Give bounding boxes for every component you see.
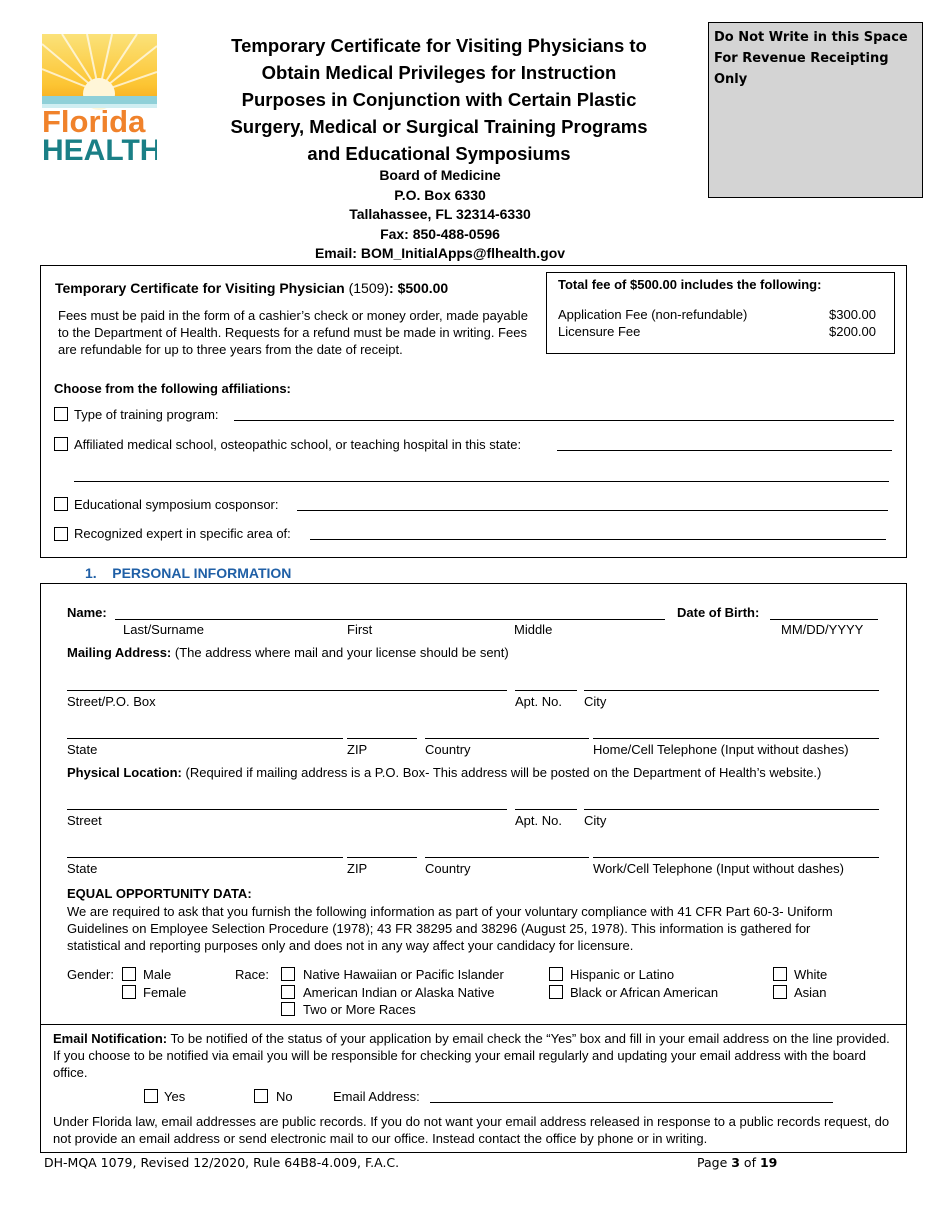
licensure-fee-amount: $200.00 [829, 324, 876, 339]
middle-name-caption: Middle [514, 622, 553, 637]
phys-country-line[interactable] [425, 857, 589, 858]
race-black-checkbox[interactable] [549, 985, 563, 999]
race-label: Race: [235, 967, 269, 982]
mail-state-line[interactable] [67, 738, 343, 739]
phys-phone-caption: Work/Cell Telephone (Input without dashes) [593, 861, 844, 876]
email-notification-label: Email Notification: [53, 1031, 168, 1046]
licensure-fee-label: Licensure Fee [558, 324, 641, 339]
section-1-heading [85, 565, 291, 581]
gender-female-checkbox[interactable] [122, 985, 136, 999]
address-line: Fax: 850-488-0596 [380, 225, 500, 242]
eeo-text: We are required to ask that you furnish the following information as part of your voluntary compliance with 41 CFR Part 60-3- Uniform Guidelines on Employee Selection Procedure (1978); 43 FR 38295 and 38296 (August 25, 1978). This information is gathered for statistical and reporting purposes only and does not in any way affect your candidacy for licensure. [67, 904, 833, 953]
affiliations-heading: Choose from the following affiliations: [54, 381, 291, 396]
application-fee-label: Application Fee (non-refundable) [558, 307, 748, 322]
name-line[interactable] [115, 619, 665, 620]
phys-apt-caption: Apt. No. [515, 813, 562, 828]
phys-phone-line[interactable] [593, 857, 879, 858]
race-black-label: Black or African American [570, 985, 719, 1000]
mailing-label: Mailing Address: [67, 645, 172, 660]
logo-florida-text: Florida [42, 104, 146, 139]
training-program-checkbox[interactable] [54, 407, 68, 421]
name-label: Name: [67, 605, 107, 620]
florida-health-logo [42, 34, 157, 162]
dob-line[interactable] [770, 619, 878, 620]
title-line: Obtain Medical Privileges for Instruction [261, 62, 617, 83]
mail-country-line[interactable] [425, 738, 589, 739]
training-program-label: Type of training program: [74, 407, 219, 422]
mailing-note: (The address where mail and your license should be sent) [174, 645, 509, 660]
mail-city-line[interactable] [584, 690, 879, 691]
race-asian-checkbox[interactable] [773, 985, 787, 999]
address-line: Board of Medicine [379, 167, 501, 183]
email-no-checkbox[interactable] [254, 1089, 268, 1103]
mail-street-line[interactable] [67, 690, 507, 691]
logo-health-text: HEALTH [42, 134, 157, 162]
phys-zip-line[interactable] [347, 857, 417, 858]
race-native-hawaiian-checkbox[interactable] [281, 967, 295, 981]
race-asian-label: Asian [794, 985, 827, 1000]
physical-location-heading [67, 765, 821, 780]
email-notification-body: To be notified of the status of your application by email check the “Yes” box and fill in your email address on the line provided. If you choose to be notified via email you will be responsible for checking your email regularly and updating your email address with the board office. [53, 1031, 890, 1080]
physical-note: (Required if mailing address is a P.O. Box- This address will be posted on the Department of Health’s website.) [185, 765, 822, 780]
recognized-expert-checkbox[interactable] [54, 527, 68, 541]
mail-apt-caption: Apt. No. [515, 694, 562, 709]
mail-city-caption: City [584, 694, 607, 709]
mail-zip-caption: ZIP [347, 742, 368, 757]
affiliated-school-line[interactable] [557, 450, 892, 451]
phys-street-caption: Street [67, 813, 102, 828]
fee-breakdown-title: Total fee of $500.00 includes the following: [558, 277, 822, 292]
public-records-notice: Under Florida law, email addresses are public records. If you do not want your email address released in response to a public records request, do not provide an email address or send electronic mail to our office. Instead contact the office by phone or in writing. [53, 1114, 890, 1146]
mail-phone-caption: Home/Cell Telephone (Input without dashes) [593, 742, 849, 757]
symposium-cosponsor-checkbox[interactable] [54, 497, 68, 511]
affiliated-school-checkbox[interactable] [54, 437, 68, 451]
page-number-footer [697, 1155, 777, 1170]
race-american-indian-checkbox[interactable] [281, 985, 295, 999]
race-hispanic-checkbox[interactable] [549, 967, 563, 981]
fee-heading [55, 280, 448, 296]
email-notification-text [53, 1030, 898, 1081]
title-line: Surgery, Medical or Surgical Training Programs [230, 116, 648, 137]
email-address-line[interactable] [430, 1102, 833, 1103]
symposium-cosponsor-label: Educational symposium cosponsor: [74, 497, 279, 512]
board-address [260, 166, 620, 264]
race-two-or-more-label: Two or More Races [303, 1002, 416, 1017]
form-title [175, 32, 703, 167]
email-no-label: No [276, 1089, 293, 1104]
gender-female-label: Female [143, 985, 187, 1000]
phys-zip-caption: ZIP [347, 861, 368, 876]
fee-instructions: Fees must be paid in the form of a cashier’s check or money order, made payable to the Department of Health. Requests for a refund must be made in writing. Fees are refundable for up to three years from the date of receipt. [58, 308, 528, 357]
eeo-heading: EQUAL OPPORTUNITY DATA: [67, 886, 252, 901]
mail-country-caption: Country [425, 742, 471, 757]
gender-male-checkbox[interactable] [122, 967, 136, 981]
fee-heading-text: Temporary Certificate for Visiting Physician [55, 280, 345, 296]
page-total: 19 [759, 1155, 778, 1170]
page-prefix: Page [697, 1155, 732, 1170]
phys-street-line[interactable] [67, 809, 507, 810]
training-program-line[interactable] [234, 420, 894, 421]
stamp-line: For Revenue Receipting Only [714, 51, 889, 87]
first-name-caption: First [347, 622, 373, 637]
mailing-address-heading [67, 645, 509, 660]
stamp-line: Do Not Write in this Space [714, 30, 908, 45]
dob-format-caption: MM/DD/YYYY [781, 622, 864, 637]
phys-state-line[interactable] [67, 857, 343, 858]
email-yes-label: Yes [164, 1089, 186, 1104]
application-fee-amount: $300.00 [829, 307, 876, 322]
affiliated-school-label: Affiliated medical school, osteopathic school, or teaching hospital in this state: [74, 437, 522, 452]
page-of: of [739, 1155, 760, 1170]
phys-country-caption: Country [425, 861, 471, 876]
last-name-caption: Last/Surname [123, 622, 204, 637]
phys-city-line[interactable] [584, 809, 879, 810]
race-hispanic-label: Hispanic or Latino [570, 967, 675, 982]
fee-code: (1509) [348, 280, 390, 296]
fee-amount: : $500.00 [389, 280, 449, 296]
recognized-expert-line[interactable] [310, 539, 886, 540]
address-line: Tallahassee, FL 32314-6330 [349, 206, 531, 222]
address-line: Email: BOM_InitialApps@flhealth.gov [314, 245, 566, 261]
phys-city-caption: City [584, 813, 607, 828]
race-american-indian-label: American Indian or Alaska Native [303, 985, 495, 1000]
race-two-or-more-checkbox[interactable] [281, 1002, 295, 1016]
title-line: Purposes in Conjunction with Certain Plastic [241, 89, 637, 110]
revenue-receipting-box [708, 22, 923, 198]
mail-phone-line[interactable] [593, 738, 879, 739]
email-address-label: Email Address: [333, 1089, 420, 1104]
mail-street-caption: Street/P.O. Box [67, 694, 156, 709]
phys-state-caption: State [67, 861, 98, 876]
address-line: P.O. Box 6330 [394, 186, 486, 203]
title-line: Temporary Certificate for Visiting Physicians to [231, 35, 647, 56]
page-num: 3 [731, 1155, 740, 1170]
symposium-cosponsor-line[interactable] [297, 510, 888, 511]
mail-zip-line[interactable] [347, 738, 417, 739]
email-yes-checkbox[interactable] [144, 1089, 158, 1103]
race-white-label: White [794, 967, 828, 982]
phys-apt-line[interactable] [515, 809, 577, 810]
race-white-checkbox[interactable] [773, 967, 787, 981]
physical-label: Physical Location: [67, 765, 182, 780]
mail-apt-line[interactable] [515, 690, 577, 691]
mail-state-caption: State [67, 742, 98, 757]
recognized-expert-label: Recognized expert in specific area of: [74, 526, 291, 541]
affiliated-school-line-2[interactable] [74, 481, 889, 482]
section-number: 1. [85, 565, 97, 581]
title-line: and Educational Symposiums [307, 143, 571, 164]
race-native-hawaiian-label: Native Hawaiian or Pacific Islander [303, 967, 504, 982]
gender-label: Gender: [67, 967, 114, 982]
sun-logo-icon [42, 34, 157, 162]
form-id-footer: DH-MQA 1079, Revised 12/2020, Rule 64B8-4.009, F.A.C. [44, 1155, 400, 1170]
dob-label: Date of Birth: [677, 605, 760, 620]
gender-male-label: Male [143, 967, 172, 982]
section-title: PERSONAL INFORMATION [112, 565, 292, 581]
